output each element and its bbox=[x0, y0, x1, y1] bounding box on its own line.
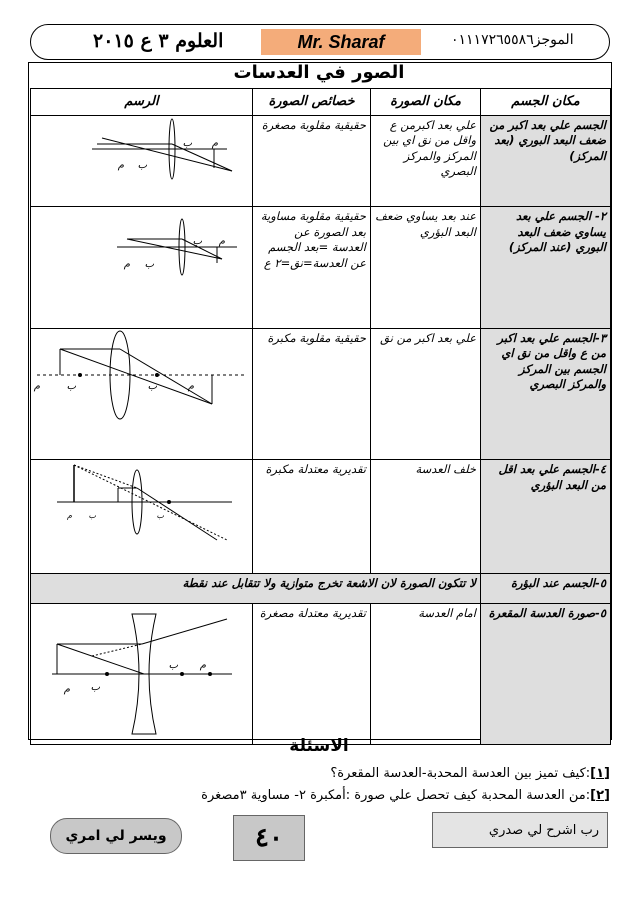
properties-cell: حقيقية مقلوبة مصغرة bbox=[253, 115, 371, 207]
focus-label: ب bbox=[88, 511, 96, 521]
table-row bbox=[31, 460, 611, 574]
table-row bbox=[31, 573, 611, 603]
light-ray bbox=[120, 349, 212, 404]
location-cell: علي بعد اكبرمن ع واقل من نق اي بين المركز والمركز البصري bbox=[371, 115, 481, 207]
light-ray bbox=[182, 239, 222, 259]
concave-lens-diagram bbox=[32, 604, 252, 740]
header-subject: العلوم ٣ ع ٢٠١٥ bbox=[93, 30, 224, 52]
convex-lens-diagram bbox=[32, 460, 252, 568]
question-number: [١] bbox=[590, 766, 610, 781]
focus-label: م bbox=[218, 236, 225, 248]
focus-label: ب bbox=[168, 659, 178, 671]
footer-prayer: رب اشرح لي صدري bbox=[432, 812, 608, 848]
light-ray bbox=[137, 488, 217, 540]
object-cell: ٥-الجسم عند البؤرة bbox=[481, 573, 611, 603]
table-row bbox=[31, 328, 611, 460]
footer-signature: ويسر لي امري bbox=[50, 818, 182, 854]
light-ray bbox=[127, 239, 222, 259]
focus-label: ب bbox=[147, 380, 157, 392]
focus-label: ب bbox=[90, 681, 100, 693]
table-row bbox=[31, 603, 611, 745]
object-cell: ٤-الجسم علي بعد اقل من البعد البؤري bbox=[481, 460, 611, 574]
object-cell: ٢- الجسم علي بعد يساوي ضعف البعد البوري (عند المركز) bbox=[481, 207, 611, 329]
focus-point bbox=[155, 373, 159, 377]
focus-label: م bbox=[187, 380, 194, 392]
question-text: :من العدسة المحدبة كيف تحصل علي صورة :أمكبرة ٢- مساوية ٣مصغرة bbox=[201, 788, 591, 803]
properties-cell: حقيقية مقلوبة مساوية بعد الصورة عن العدسة =بعد الجسم عن العدسة=نق=٢ ع bbox=[253, 207, 371, 329]
light-ray bbox=[172, 144, 232, 171]
col-header-location: مكان الصورة bbox=[371, 89, 481, 116]
focus-label: ب bbox=[156, 511, 164, 521]
page-title: الصور في العدسات bbox=[233, 62, 405, 83]
focus-label: م bbox=[67, 511, 72, 521]
diagram-cell bbox=[31, 460, 253, 574]
object-cell: ٣-الجسم علي بعد اكبر من ع واقل من نق اي الجسم بين المركز والمركز البصري bbox=[481, 328, 611, 460]
question-2 bbox=[40, 788, 610, 803]
col-header-properties: خصائص الصورة bbox=[253, 89, 371, 116]
page-number: ٤٠ bbox=[233, 815, 305, 861]
focus-label: ب bbox=[144, 259, 154, 271]
convex-lens-diagram bbox=[32, 329, 252, 455]
col-header-drawing: الرسم bbox=[31, 89, 253, 116]
table-row bbox=[31, 207, 611, 329]
location-cell: عند بعد يساوي ضعف البعد البؤري bbox=[371, 207, 481, 329]
table-header-row bbox=[31, 89, 611, 116]
question-1 bbox=[40, 766, 610, 781]
focus-point bbox=[208, 672, 212, 676]
focus-label: م bbox=[199, 659, 206, 671]
light-ray bbox=[60, 349, 212, 404]
question-text: :كيف تميز بين العدسة المحدبة-العدسة المقعرة؟ bbox=[330, 766, 591, 781]
focus-label: ب bbox=[137, 159, 147, 171]
location-cell: خلف العدسة bbox=[371, 460, 481, 574]
object-cell: ٥-صورة العدسة المقعرة bbox=[481, 603, 611, 745]
table-row bbox=[31, 115, 611, 207]
diagram-cell bbox=[31, 207, 253, 329]
focus-label: م bbox=[33, 380, 40, 392]
questions-title: الاسئلة bbox=[289, 736, 349, 756]
diagram-cell bbox=[31, 328, 253, 460]
light-ray bbox=[57, 644, 144, 674]
location-cell: امام العدسة bbox=[371, 603, 481, 745]
focus-label: م bbox=[123, 259, 130, 271]
focus-point bbox=[78, 373, 82, 377]
properties-cell: تقديرية معتدلة مكبرة bbox=[253, 460, 371, 574]
col-header-object: مكان الجسم bbox=[481, 89, 611, 116]
properties-cell: حقيقية مقلوبة مكبرة bbox=[253, 328, 371, 460]
properties-cell: تقديرية معتدلة مصغرة bbox=[253, 603, 371, 745]
focus-label: ب bbox=[192, 236, 202, 248]
header-teacher-name: Mr. Sharaf bbox=[261, 29, 421, 55]
focus-label: ب bbox=[182, 137, 192, 149]
focus-point bbox=[180, 672, 184, 676]
light-ray bbox=[142, 619, 227, 644]
focus-point bbox=[105, 672, 109, 676]
diagram-cell bbox=[31, 603, 253, 745]
question-number: [٢] bbox=[590, 788, 610, 803]
convex-lens-diagram bbox=[32, 207, 252, 323]
virtual-ray bbox=[92, 644, 142, 656]
convex-lens-diagram bbox=[32, 116, 252, 202]
focus-label: م bbox=[63, 683, 70, 695]
object-cell: الجسم علي بعد اكبر من ضعف البعد البوري (بعد المركز) bbox=[481, 115, 611, 207]
header-phone: الموجز٠١١١٧٢٦٥٥٨٦ bbox=[451, 32, 574, 48]
diagram-cell bbox=[31, 115, 253, 207]
merged-note-cell: لا تتكون الصورة لان الاشعة تخرج متوازية ولا تتقابل عند نقطة bbox=[31, 573, 481, 603]
page-header bbox=[30, 24, 610, 60]
location-cell: علي بعد اكبر من نق bbox=[371, 328, 481, 460]
focus-label: م bbox=[211, 137, 218, 149]
focus-label: م bbox=[117, 159, 124, 171]
focus-label: ب bbox=[66, 380, 76, 392]
focus-point bbox=[167, 500, 171, 504]
virtual-ray bbox=[74, 465, 137, 488]
lens-images-table bbox=[30, 88, 611, 745]
